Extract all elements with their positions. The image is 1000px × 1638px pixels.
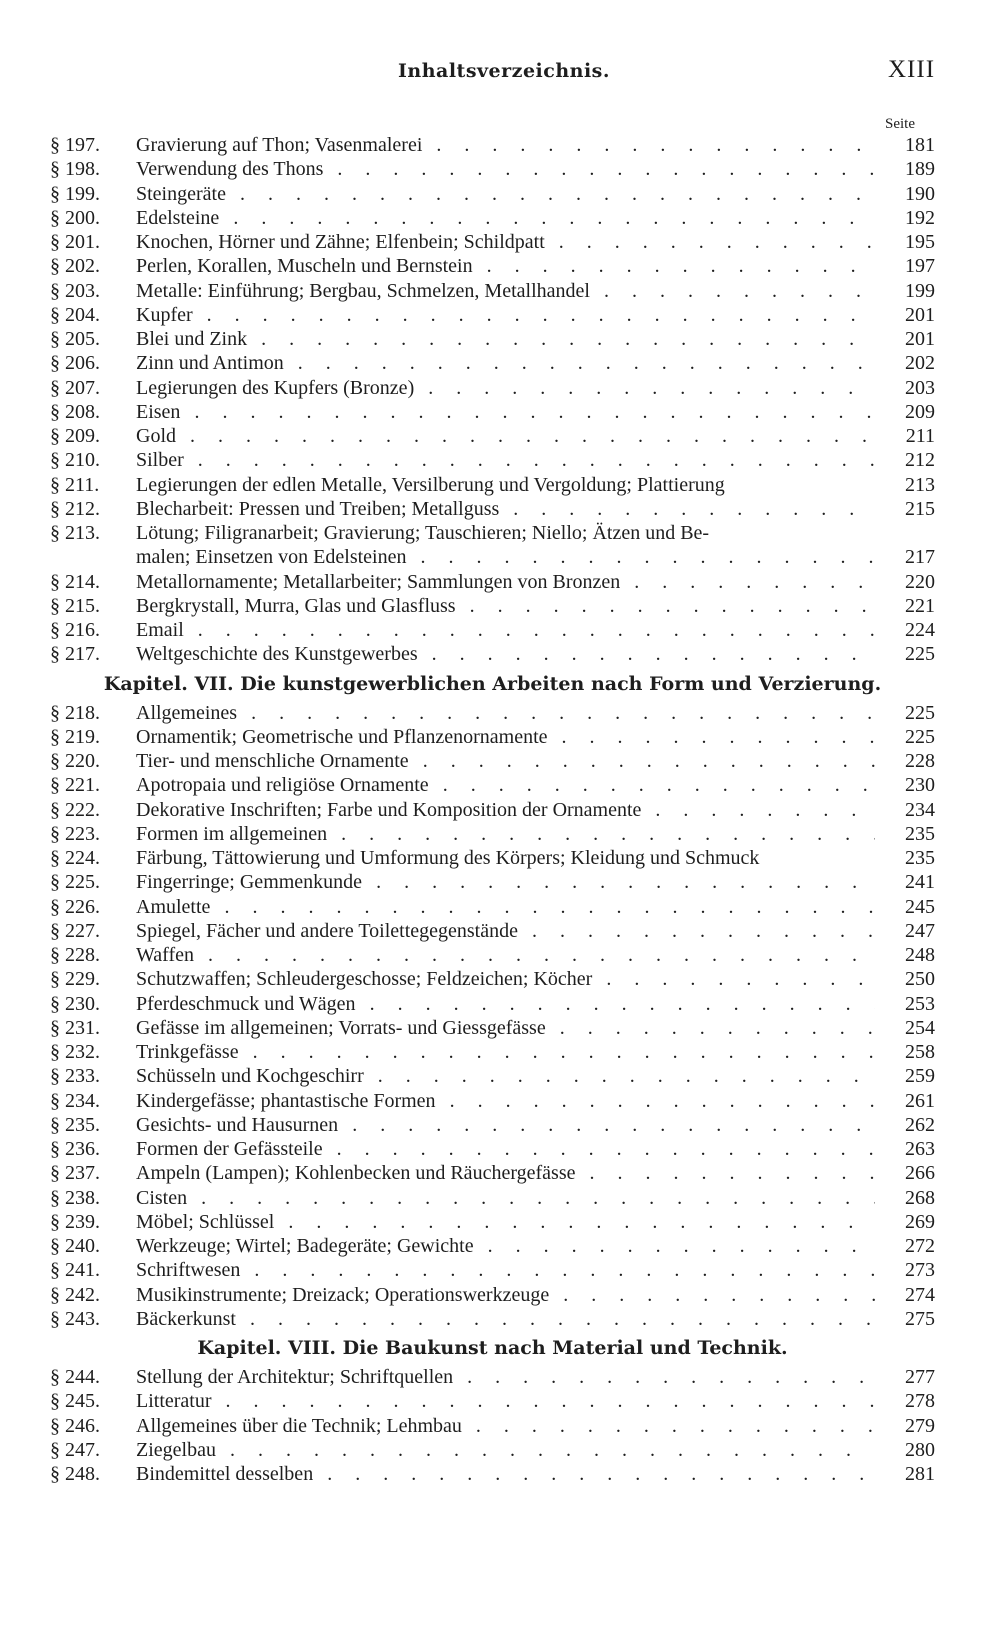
section-title: Schüsseln und Kochgeschirr . . . bbox=[136, 1064, 875, 1088]
section-page: 278 bbox=[905, 1390, 935, 1413]
section-page: 234 bbox=[905, 798, 935, 821]
section-title: Allgemeines . . . bbox=[136, 701, 875, 725]
section-page: 215 bbox=[905, 497, 935, 520]
section-title: Gold . . . bbox=[136, 424, 875, 448]
section-page: 225 bbox=[905, 643, 935, 666]
section-number: § 240. bbox=[50, 1235, 100, 1257]
section-page: 228 bbox=[905, 750, 935, 772]
section-title: Bäckerkunst . . . bbox=[136, 1307, 875, 1331]
section-page: 217 bbox=[905, 546, 935, 569]
section-title: Zinn und Antimon . . . bbox=[136, 351, 875, 375]
section-title: Knochen, Hörner und Zähne; Elfenbein; Schildpatt . . . bbox=[136, 230, 875, 254]
section-page: 259 bbox=[905, 1065, 935, 1088]
section-title: Schutzwaffen; Schleudergeschosse; Feldzeichen; Köcher . . . bbox=[136, 967, 875, 991]
section-title: Cisten . . . bbox=[136, 1186, 875, 1210]
section-page: 197 bbox=[905, 255, 935, 278]
section-page: 274 bbox=[905, 1283, 935, 1306]
section-number: § 230. bbox=[50, 992, 100, 1015]
section-title: Schriftwesen . . . bbox=[136, 1258, 875, 1282]
section-title: Steingeräte . . . bbox=[136, 182, 875, 206]
section-page: 254 bbox=[905, 1016, 935, 1039]
section-number: § 224. bbox=[50, 847, 100, 869]
section-number: § 239. bbox=[50, 1210, 100, 1233]
toc-entry bbox=[50, 400, 935, 424]
section-page: 272 bbox=[905, 1235, 935, 1257]
chapter-heading: Kapitel. VIII. Die Baukunst nach Material und Technik. bbox=[197, 1337, 788, 1359]
section-number: § 232. bbox=[50, 1041, 100, 1063]
toc-entry bbox=[50, 1210, 935, 1234]
section-number: § 222. bbox=[50, 798, 100, 821]
section-title: Legierungen des Kupfers (Bronze) . . . bbox=[136, 376, 875, 400]
toc-entry bbox=[50, 279, 935, 303]
toc-entry bbox=[50, 303, 935, 327]
toc-entry bbox=[50, 1258, 935, 1282]
section-page: 241 bbox=[905, 871, 935, 894]
section-page: 189 bbox=[905, 158, 935, 181]
toc-entry bbox=[50, 701, 935, 725]
section-page: 195 bbox=[905, 231, 935, 253]
toc-entry bbox=[50, 157, 935, 181]
section-number: § 226. bbox=[50, 895, 100, 918]
toc-entry bbox=[50, 725, 935, 749]
section-page: 190 bbox=[905, 182, 935, 205]
section-number: § 217. bbox=[50, 643, 100, 666]
section-number: § 234. bbox=[50, 1089, 100, 1112]
toc-entry bbox=[50, 448, 935, 472]
section-page: 281 bbox=[905, 1463, 935, 1485]
section-number: § 205. bbox=[50, 328, 100, 350]
toc-entry bbox=[50, 473, 935, 497]
section-number: § 242. bbox=[50, 1283, 100, 1306]
section-title: Färbung, Tättowierung und Umformung des Körpers; Kleidung und Schmuck bbox=[136, 847, 760, 869]
section-title: Metalle: Einführung; Bergbau, Schmelzen, Metallhandel . . . bbox=[136, 279, 875, 303]
section-number: § 214. bbox=[50, 570, 100, 593]
toc-entry bbox=[50, 1040, 935, 1064]
section-number: § 229. bbox=[50, 968, 100, 991]
page-header bbox=[0, 52, 1000, 92]
toc-entry bbox=[50, 327, 935, 351]
section-title: Blei und Zink . . . bbox=[136, 327, 875, 351]
section-page: 224 bbox=[905, 619, 935, 641]
section-page: 273 bbox=[905, 1259, 935, 1282]
section-number: § 216. bbox=[50, 619, 100, 641]
section-page: 201 bbox=[905, 328, 935, 350]
toc-entry bbox=[50, 773, 935, 797]
toc-entry bbox=[50, 206, 935, 230]
section-title: Weltgeschichte des Kunstgewerbes . . . bbox=[136, 642, 875, 666]
section-number: § 204. bbox=[50, 303, 100, 326]
section-title: Apotropaia und religiöse Ornamente . . . bbox=[136, 773, 875, 797]
section-title: Silber . . . bbox=[136, 448, 875, 472]
section-title: Kindergefässe; phantastische Formen . . . bbox=[136, 1089, 875, 1113]
section-number: § 231. bbox=[50, 1016, 100, 1039]
toc-entry bbox=[50, 846, 935, 870]
section-page: 230 bbox=[905, 774, 935, 797]
section-page: 248 bbox=[905, 944, 935, 966]
section-page: 263 bbox=[905, 1138, 935, 1160]
section-page: 211 bbox=[905, 425, 935, 447]
section-number: § 235. bbox=[50, 1113, 100, 1136]
section-title: Spiegel, Fächer und andere Toilettegegenstände . . . bbox=[136, 919, 875, 943]
section-number: § 213. bbox=[50, 522, 100, 544]
section-page: 279 bbox=[905, 1414, 935, 1437]
table-of-contents bbox=[50, 133, 935, 1486]
section-title: Dekorative Inschriften; Farbe und Komposition der Ornamente . . . bbox=[136, 798, 875, 822]
section-number: § 245. bbox=[50, 1390, 100, 1413]
toc-entry bbox=[50, 1161, 935, 1185]
toc-entry bbox=[50, 967, 935, 991]
section-number: § 211. bbox=[50, 473, 100, 496]
section-page: 253 bbox=[905, 992, 935, 1015]
section-number: § 218. bbox=[50, 701, 100, 724]
section-title: Allgemeines über die Technik; Lehmbau . . . bbox=[136, 1414, 875, 1438]
section-number: § 201. bbox=[50, 231, 100, 253]
toc-entry bbox=[50, 182, 935, 206]
toc-entry bbox=[50, 254, 935, 278]
section-title: Waffen . . . bbox=[136, 943, 875, 967]
section-number: § 225. bbox=[50, 871, 100, 894]
section-page: 201 bbox=[905, 303, 935, 326]
section-title: Ziegelbau . . . bbox=[136, 1438, 875, 1462]
section-title: Trinkgefässe . . . bbox=[136, 1040, 875, 1064]
toc-entry bbox=[50, 618, 935, 642]
section-page: 261 bbox=[905, 1089, 935, 1112]
section-page: 245 bbox=[905, 895, 935, 918]
toc-entry bbox=[50, 870, 935, 894]
section-number: § 244. bbox=[50, 1366, 100, 1388]
toc-entry bbox=[50, 230, 935, 254]
section-title: Musikinstrumente; Dreizack; Operationswerkzeuge . . . bbox=[136, 1283, 875, 1307]
section-number: § 200. bbox=[50, 206, 100, 229]
toc-entry bbox=[50, 1064, 935, 1088]
toc-entry bbox=[50, 749, 935, 773]
section-number: § 221. bbox=[50, 774, 100, 797]
section-title: Möbel; Schlüssel . . . bbox=[136, 1210, 875, 1234]
running-title: Inhaltsverzeichnis. bbox=[398, 60, 610, 82]
toc-entry bbox=[50, 1389, 935, 1413]
section-number: § 228. bbox=[50, 944, 100, 966]
section-number: § 236. bbox=[50, 1138, 100, 1160]
toc-entry bbox=[50, 1234, 935, 1258]
section-title: Werkzeuge; Wirtel; Badegeräte; Gewichte . . . bbox=[136, 1234, 875, 1258]
section-title-continuation: malen; Einsetzen von Edelsteinen . . . bbox=[136, 545, 875, 569]
section-page: 262 bbox=[905, 1113, 935, 1136]
section-page: 268 bbox=[905, 1186, 935, 1209]
section-title: Ampeln (Lampen); Kohlenbecken und Räuchergefässe . . . bbox=[136, 1161, 875, 1185]
section-number: § 206. bbox=[50, 352, 100, 375]
section-number: § 207. bbox=[50, 376, 100, 399]
section-number: § 197. bbox=[50, 134, 100, 156]
page-number: XIII bbox=[888, 56, 936, 83]
section-page: 266 bbox=[905, 1162, 935, 1185]
section-page: 280 bbox=[905, 1438, 935, 1461]
toc-entry bbox=[50, 1186, 935, 1210]
section-number: § 203. bbox=[50, 279, 100, 302]
section-number: § 227. bbox=[50, 919, 100, 942]
section-page: 225 bbox=[905, 701, 935, 724]
section-title: Stellung der Architektur; Schriftquellen . . . bbox=[136, 1365, 875, 1389]
section-title: Lötung; Filigranarbeit; Gravierung; Tauschieren; Niello; Ätzen und Be- bbox=[136, 522, 710, 544]
section-title: Bergkrystall, Murra, Glas und Glasfluss . . . bbox=[136, 594, 875, 618]
section-title: Tier- und menschliche Ornamente . . . bbox=[136, 749, 875, 773]
section-title: Verwendung des Thons . . . bbox=[136, 157, 875, 181]
toc-entry bbox=[50, 1016, 935, 1040]
section-number: § 233. bbox=[50, 1065, 100, 1088]
section-number: § 209. bbox=[50, 425, 100, 447]
section-title: Eisen . . . bbox=[136, 400, 875, 424]
toc-entry bbox=[50, 497, 935, 521]
section-page: 225 bbox=[905, 725, 935, 748]
section-page: 221 bbox=[905, 594, 935, 617]
section-title: Email . . . bbox=[136, 618, 875, 642]
section-page: 209 bbox=[905, 400, 935, 423]
section-number: § 243. bbox=[50, 1307, 100, 1330]
toc-entry bbox=[50, 1462, 935, 1486]
toc-entry bbox=[50, 1089, 935, 1113]
section-number: § 208. bbox=[50, 400, 100, 423]
section-number: § 215. bbox=[50, 594, 100, 617]
section-number: § 241. bbox=[50, 1259, 100, 1282]
toc-entry bbox=[50, 424, 935, 448]
toc-entry bbox=[50, 1365, 935, 1389]
toc-entry bbox=[50, 1307, 935, 1331]
section-number: § 247. bbox=[50, 1438, 100, 1461]
section-page: 181 bbox=[905, 134, 935, 156]
toc-entry bbox=[50, 1283, 935, 1307]
chapter-heading: Kapitel. VII. Die kunstgewerblichen Arbeiten nach Form und Verzierung. bbox=[103, 672, 882, 695]
toc-entry bbox=[50, 919, 935, 943]
section-number: § 199. bbox=[50, 182, 100, 205]
section-number: § 248. bbox=[50, 1463, 100, 1485]
section-title: Formen im allgemeinen . . . bbox=[136, 822, 875, 846]
section-number: § 220. bbox=[50, 750, 100, 772]
section-title: Gefässe im allgemeinen; Vorrats- und Giessgefässe . . . bbox=[136, 1016, 875, 1040]
section-number: § 212. bbox=[50, 497, 100, 520]
section-page: 250 bbox=[905, 968, 935, 991]
toc-entry bbox=[50, 133, 935, 157]
toc-entry bbox=[50, 1137, 935, 1161]
section-title: Pferdeschmuck und Wägen . . . bbox=[136, 992, 875, 1016]
section-title: Bindemittel desselben . . . bbox=[136, 1462, 875, 1486]
page-column-label: Seite bbox=[885, 116, 915, 132]
section-title: Gesichts- und Hausurnen . . . bbox=[136, 1113, 875, 1137]
section-title: Legierungen der edlen Metalle, Versilberung und Vergoldung; Plattierung bbox=[136, 473, 725, 496]
section-title: Metallornamente; Metallarbeiter; Sammlungen von Bronzen . . . bbox=[136, 570, 875, 594]
toc-entry bbox=[50, 1414, 935, 1438]
section-number: § 198. bbox=[50, 158, 100, 181]
section-title: Formen der Gefässteile . . . bbox=[136, 1137, 875, 1161]
section-title: Ornamentik; Geometrische und Pflanzenornamente . . . bbox=[136, 725, 875, 749]
toc-entry bbox=[50, 1438, 935, 1462]
section-title: Blecharbeit: Pressen und Treiben; Metallguss . . . bbox=[136, 497, 875, 521]
section-title: Fingerringe; Gemmenkunde . . . bbox=[136, 870, 875, 894]
section-number: § 210. bbox=[50, 449, 100, 472]
toc-entry bbox=[50, 822, 935, 846]
section-number: § 202. bbox=[50, 255, 100, 278]
section-number: § 237. bbox=[50, 1162, 100, 1185]
section-page: 202 bbox=[905, 352, 935, 375]
section-title: Kupfer . . . bbox=[136, 303, 875, 327]
section-title: Gravierung auf Thon; Vasenmalerei . . . bbox=[136, 133, 875, 157]
section-page: 277 bbox=[905, 1366, 935, 1388]
toc-entry bbox=[50, 521, 935, 570]
toc-entry bbox=[50, 642, 935, 666]
section-page: 269 bbox=[905, 1210, 935, 1233]
section-page: 247 bbox=[905, 919, 935, 942]
toc-entry bbox=[50, 594, 935, 618]
section-page: 203 bbox=[905, 376, 935, 399]
section-page: 199 bbox=[905, 279, 935, 302]
toc-entry bbox=[50, 1113, 935, 1137]
section-title: Litteratur . . . bbox=[136, 1389, 875, 1413]
toc-entry bbox=[50, 376, 935, 400]
toc-entry bbox=[50, 943, 935, 967]
toc-entry bbox=[50, 992, 935, 1016]
toc-entry bbox=[50, 798, 935, 822]
section-number: § 246. bbox=[50, 1414, 100, 1437]
toc-entry bbox=[50, 895, 935, 919]
section-page: 235 bbox=[905, 847, 935, 869]
section-page: 275 bbox=[905, 1307, 935, 1330]
section-number: § 238. bbox=[50, 1186, 100, 1209]
section-title: Edelsteine . . . bbox=[136, 206, 875, 230]
section-number: § 223. bbox=[50, 822, 100, 845]
section-title: Amulette . . . bbox=[136, 895, 875, 919]
section-page: 220 bbox=[905, 570, 935, 593]
toc-entry bbox=[50, 351, 935, 375]
section-title: Perlen, Korallen, Muscheln und Bernstein . . . bbox=[136, 254, 875, 278]
section-page: 235 bbox=[905, 822, 935, 845]
toc-entry bbox=[50, 570, 935, 594]
section-page: 258 bbox=[905, 1041, 935, 1063]
section-number: § 219. bbox=[50, 725, 100, 748]
section-page: 192 bbox=[905, 206, 935, 229]
section-page: 213 bbox=[905, 473, 935, 496]
section-page: 212 bbox=[905, 449, 935, 472]
